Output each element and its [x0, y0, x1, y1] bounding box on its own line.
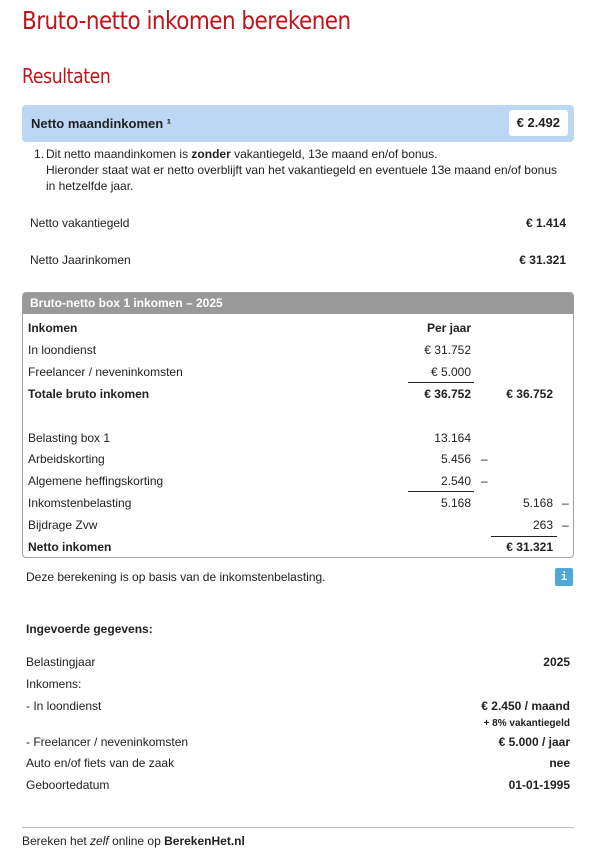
row-label: Freelancer / neveninkomsten — [28, 365, 183, 379]
footer-italic: zelf — [90, 834, 109, 848]
input-value: € 2.450 / maand — [481, 699, 570, 713]
input-label: - Freelancer / neveninkomsten — [26, 735, 189, 749]
bruto-netto-table — [22, 292, 574, 558]
input-value: 2025 — [543, 655, 570, 669]
row-year: 5.168 — [440, 496, 471, 510]
row-label: Arbeidskorting — [28, 452, 105, 466]
footer-divider — [22, 827, 574, 828]
table-row — [23, 361, 573, 383]
table-row — [23, 383, 573, 405]
row-label: In loondienst — [28, 343, 97, 357]
table-row — [23, 536, 573, 558]
netto-maandinkomen-box — [22, 105, 574, 142]
row-total: 5.168 — [522, 496, 553, 510]
table-row — [23, 470, 573, 492]
row-year: € 31.752 — [424, 343, 471, 357]
minus-sign: – — [481, 452, 488, 466]
row-year: 5.456 — [440, 452, 471, 466]
col-inkomen: Inkomen — [28, 321, 78, 335]
footnote-text-bold: zonder — [191, 147, 231, 161]
footer-brand-link[interactable]: BerekenHet.nl — [164, 834, 245, 848]
row-label: Bijdrage Zvw — [28, 518, 98, 532]
netto-jaarinkomen-value: € 31.321 — [519, 253, 566, 267]
results-heading: Resultaten — [22, 64, 111, 88]
row-total: 263 — [532, 518, 553, 532]
basis-text: Deze berekening is op basis van de inkomstenbelasting. — [26, 570, 326, 584]
page-title: Bruto-netto inkomen berekenen — [22, 6, 351, 35]
netto-jaarinkomen-label: Netto Jaarinkomen — [30, 253, 131, 267]
row-label: Inkomstenbelasting — [28, 496, 132, 510]
netto-vakantiegeld-value: € 1.414 — [525, 216, 566, 230]
row-year: € 5.000 — [430, 365, 471, 379]
footnote-number: 1. — [34, 147, 45, 161]
row-label: Belasting box 1 — [28, 431, 111, 445]
minus-sign: – — [562, 496, 569, 510]
row-label: Totale bruto inkomen — [28, 387, 150, 401]
row-year: 13.164 — [434, 431, 471, 445]
input-value: 01-01-1995 — [508, 778, 570, 792]
minus-sign: – — [562, 518, 569, 532]
input-label: Belastingjaar — [26, 655, 96, 669]
input-label: Inkomens: — [26, 677, 82, 691]
footnote-text-before: Dit netto maandinkomen is — [46, 147, 192, 161]
row-year: € 36.752 — [424, 387, 471, 401]
table-row — [23, 514, 573, 536]
row-total: € 31.321 — [506, 540, 553, 554]
table-row — [23, 448, 573, 470]
table-row — [23, 427, 573, 449]
footnote-text-after: vakantiegeld, 13e maand en/of bonus. — [230, 147, 438, 161]
input-value: € 5.000 / jaar — [498, 735, 570, 749]
table-column-headers — [23, 317, 573, 339]
footer — [22, 834, 245, 848]
footnote — [34, 146, 564, 194]
table-row — [23, 339, 573, 361]
row-total: € 36.752 — [506, 387, 553, 401]
footnote-line2: Hieronder staat wat er netto overblijft van het vakantiegeld en eventuele 13e maand en/of bonus in hetzelfde jaar. — [46, 163, 558, 193]
info-icon[interactable]: i — [555, 568, 573, 586]
col-per-jaar: Per jaar — [426, 321, 471, 335]
footer-middle: online op — [108, 834, 165, 848]
table-row — [23, 492, 573, 514]
input-extra: + 8% vakantiegeld — [483, 718, 570, 729]
netto-maandinkomen-value: € 2.492 — [509, 110, 568, 136]
input-value: nee — [549, 756, 570, 770]
netto-maandinkomen-label: Netto maandinkomen ¹ — [31, 116, 172, 131]
input-label: Geboortedatum — [26, 778, 110, 792]
netto-vakantiegeld-label: Netto vakantiegeld — [30, 216, 130, 230]
ingevoerde-gegevens-title: Ingevoerde gegevens: — [26, 622, 153, 636]
minus-sign: – — [481, 474, 488, 488]
row-label: Algemene heffingskorting — [28, 474, 164, 488]
row-year: 2.540 — [440, 474, 471, 488]
row-label: Netto inkomen — [28, 540, 112, 554]
footer-prefix: Bereken het — [22, 834, 91, 848]
input-label: - In loondienst — [26, 699, 102, 713]
input-label: Auto en/of fiets van de zaak — [26, 756, 175, 770]
table-header: Bruto-netto box 1 inkomen – 2025 — [23, 293, 573, 314]
